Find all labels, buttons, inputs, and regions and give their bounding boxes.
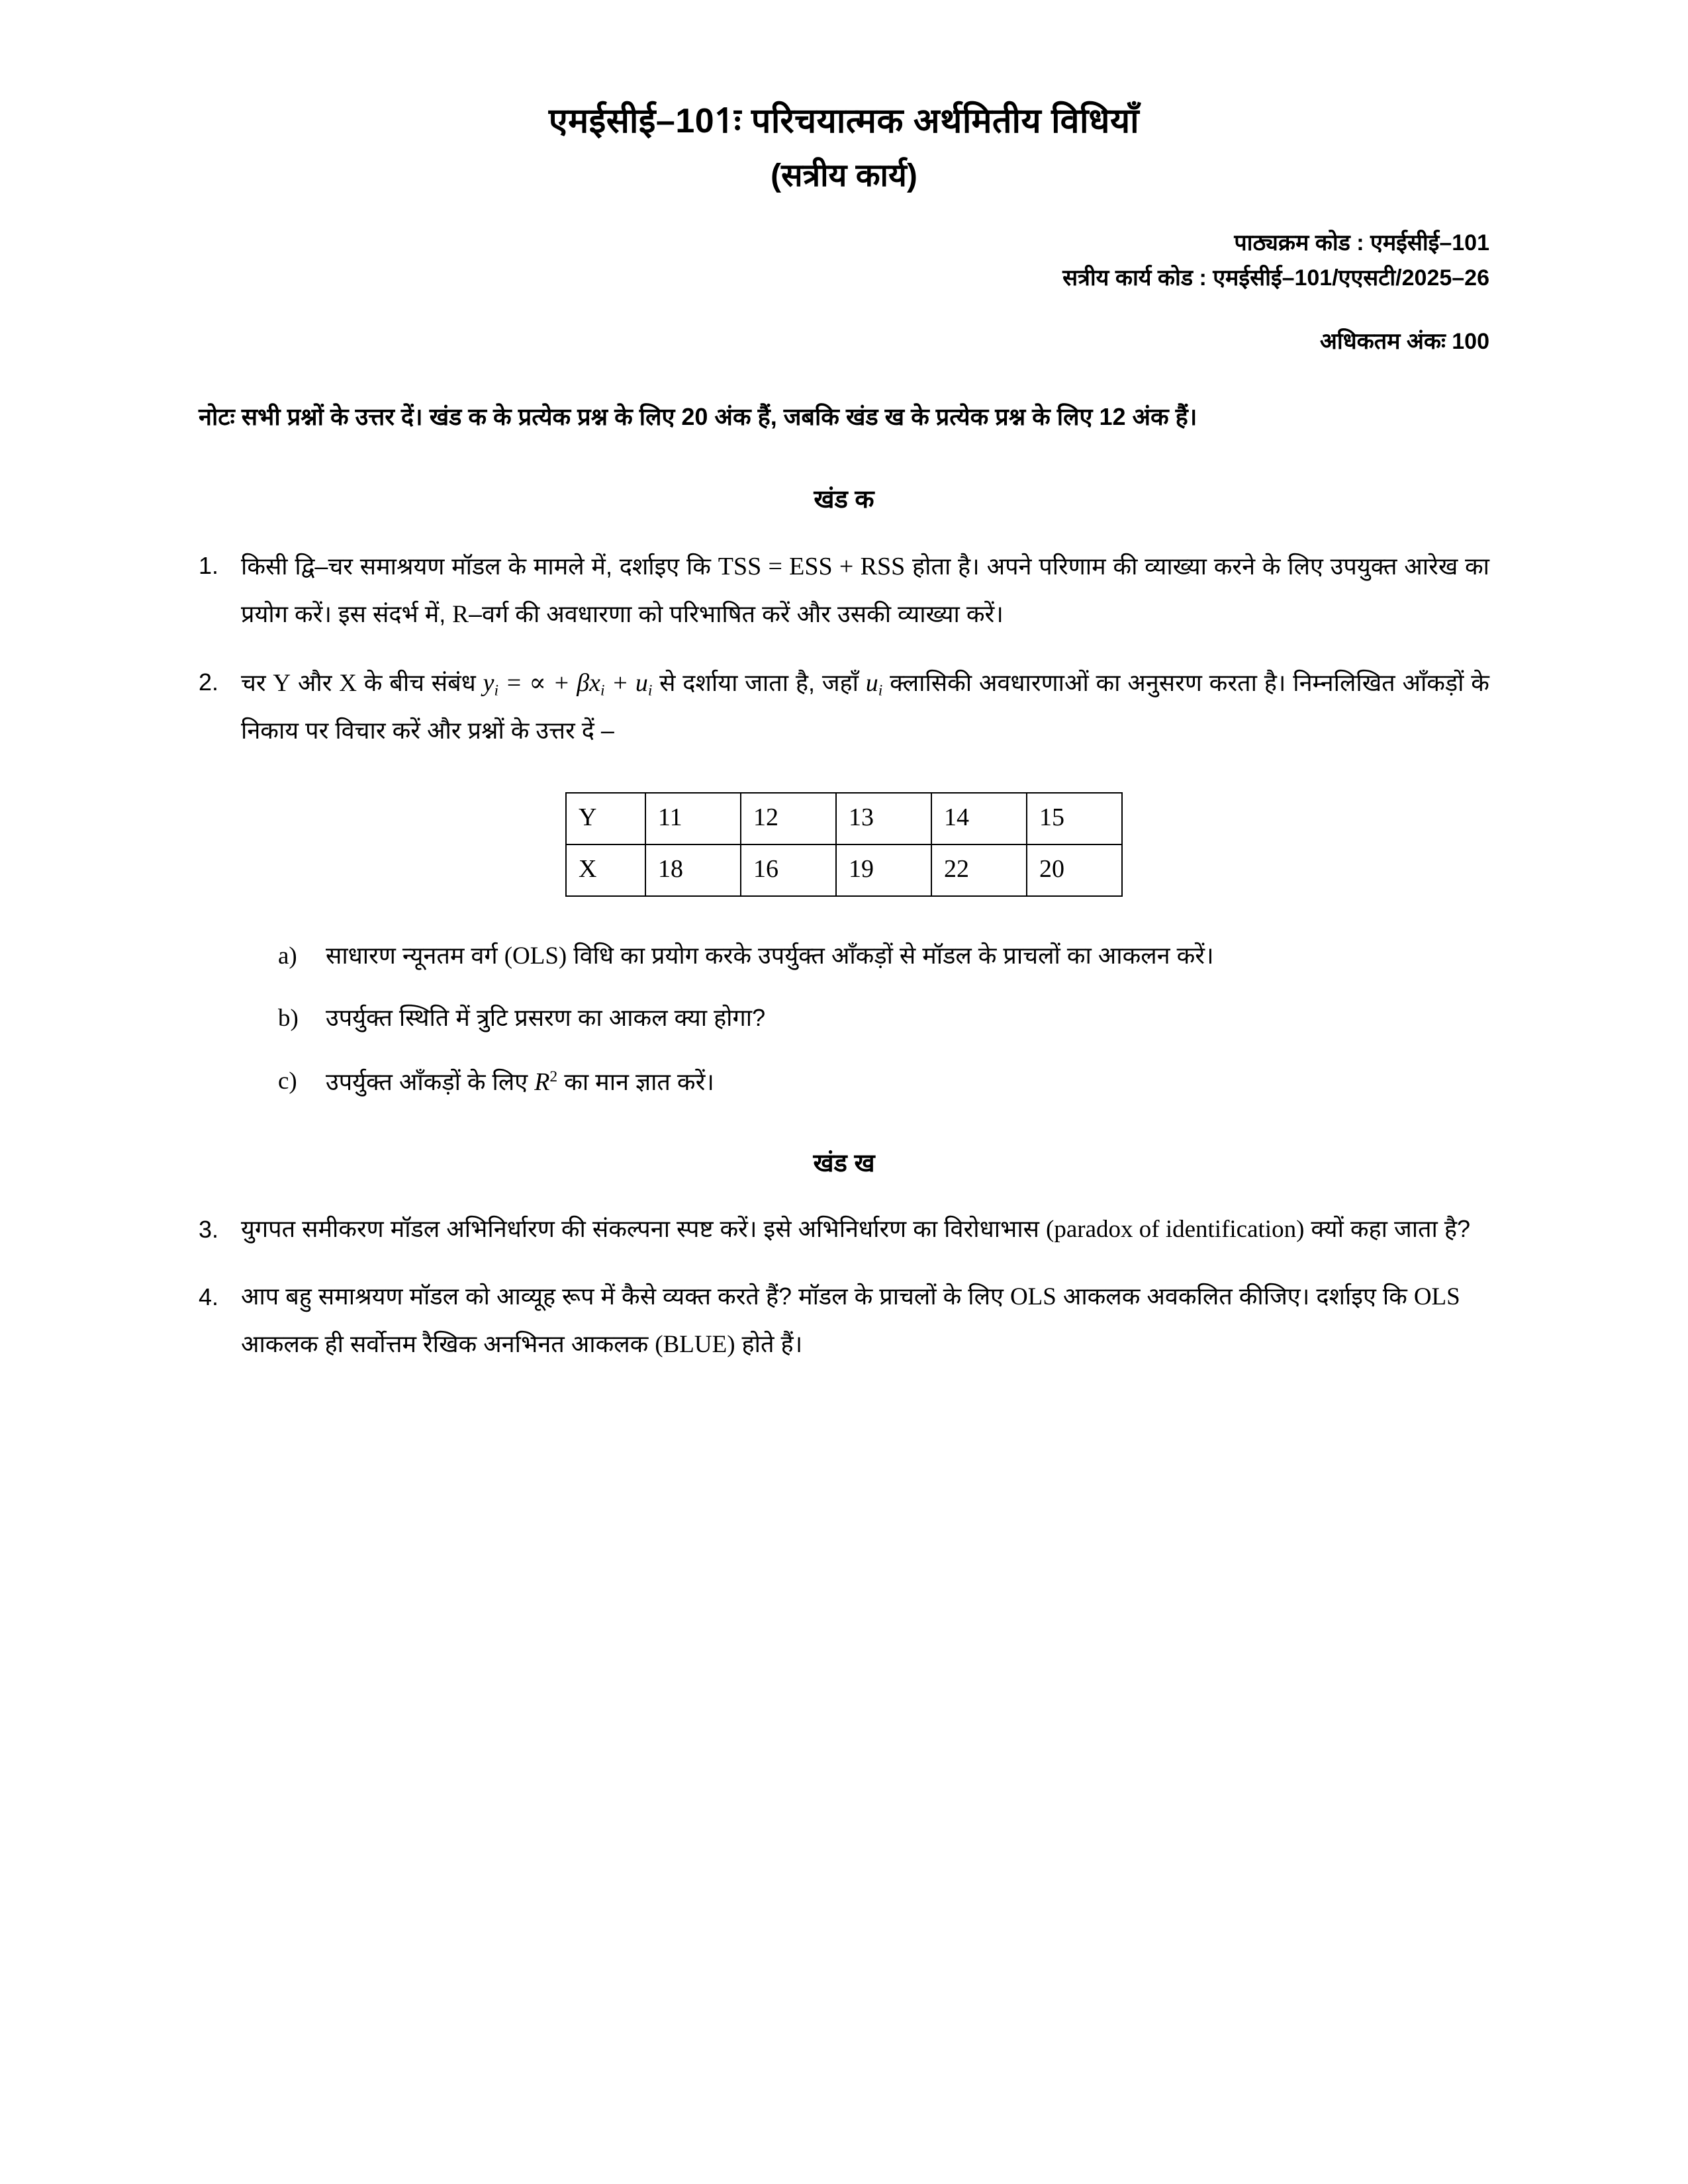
q1-text-part1: किसी द्वि–चर समाश्रयण मॉडल के मामले में, दर्शाइए कि — [241, 552, 718, 580]
table-cell-y-5: 15 — [1027, 793, 1122, 844]
q2-regression-equation — [483, 668, 653, 700]
sub-a-part1: साधारण न्यूनतम वर्ग — [326, 942, 504, 970]
observation-data-table — [565, 792, 1123, 897]
question-text-3 — [241, 1206, 1489, 1253]
question-number-1: 1. — [199, 551, 219, 579]
table-cell-x-1: 18 — [645, 844, 741, 896]
q4-blue-label: (BLUE) — [655, 1330, 735, 1358]
instructions-note: नोटः सभी प्रश्नों के उत्तर दें। खंड क के प्रत्येक प्रश्न के लिए 20 अंक हैं, जबकि खंड ख के प्रत्येक प्रश्न के लिए 12 अंक हैं। — [199, 402, 1197, 430]
sub-c-part1: उपर्युक्त आँकड़ों के लिए — [326, 1068, 535, 1095]
sub-c-part2: का मान ज्ञात करें। — [557, 1068, 714, 1095]
q4-text-part1: आप बहु समाश्रयण मॉडल को आव्यूह रूप में कैसे व्यक्त करते हैं? मॉडल के प्राचलों के लिए — [241, 1282, 1010, 1310]
question-number-2: 2. — [199, 668, 219, 696]
q2-symbol-u — [865, 668, 883, 700]
q4-ols-label-2: OLS — [1413, 1283, 1460, 1310]
sub-b-part1: उपर्युक्त स्थिति में त्रुटि प्रसरण का आकल क्या होगा? — [326, 1004, 766, 1032]
q2-eq-u-sub: i — [647, 682, 653, 700]
q2-text-part4: से दर्शाया जाता है, जहाँ — [652, 668, 866, 696]
table-cell-x-5: 20 — [1027, 844, 1122, 896]
sub-c-r-exponent: 2 — [549, 1068, 558, 1085]
q4-text-part2: आकलक अवकलित कीजिए। दर्शाइए कि — [1056, 1282, 1414, 1310]
sub-question-list — [278, 933, 1489, 1106]
sub-marker-a: a) — [278, 942, 297, 970]
q2-eq-op3: + — [604, 668, 635, 697]
question-text-4 — [241, 1273, 1489, 1369]
q4-text-part3: आकलक ही सर्वोत्तम रैखिक अनभिनत आकलक — [241, 1330, 655, 1357]
q1-text-part2: होता है। अपने परिणाम की व्याख्या करने के लिए उपयुक्त आरेख का प्रयोग करें। इस संदर्भ में, — [241, 552, 1490, 627]
question-item-1 — [199, 542, 1489, 639]
q2-text-part1: चर — [241, 668, 273, 696]
question-item-2 — [199, 659, 1489, 754]
table-cell-x-2: 16 — [741, 844, 836, 896]
sub-c-r-base: R — [534, 1068, 550, 1096]
q2-eq-x: x — [589, 668, 601, 697]
sub-question-b — [278, 995, 1489, 1042]
question-item-3 — [199, 1206, 1489, 1253]
data-table-wrapper — [199, 792, 1489, 897]
max-marks-line: अधिकतम अंकः 100 — [1319, 328, 1489, 354]
table-row — [566, 793, 1122, 844]
q2-eq-op1: = — [498, 668, 530, 697]
q2-eq-y: y — [483, 668, 494, 697]
q2-eq-beta: β — [577, 668, 590, 697]
q3-text-part1: युगपत समीकरण मॉडल अभिनिर्धारण की संकल्पना स्पष्ट करें। इसे अभिनिर्धारण का विरोधाभास — [241, 1214, 1047, 1242]
sub-marker-c: c) — [278, 1067, 297, 1095]
table-row — [566, 844, 1122, 896]
q2-text-part2: और — [291, 668, 340, 696]
q4-text-part4: होते हैं। — [735, 1330, 803, 1357]
question-number-3: 3. — [199, 1215, 219, 1243]
table-cell-x-3: 19 — [836, 844, 931, 896]
course-meta-block — [199, 226, 1489, 295]
question-text-1 — [241, 542, 1489, 639]
sub-question-c — [278, 1058, 1489, 1107]
sub-a-part2: विधि का प्रयोग करके उपर्युक्त आँकड़ों से मॉडल के प्राचलों का आकलन करें। — [567, 942, 1214, 970]
q2-eq-x-sub: i — [600, 682, 605, 700]
q1-formula-tss: TSS = ESS + RSS — [718, 552, 906, 580]
table-cell-x-4: 22 — [931, 844, 1027, 896]
table-cell-y-2: 12 — [741, 793, 836, 844]
sub-text-a — [326, 933, 1489, 980]
sub-a-ols-label: (OLS) — [504, 942, 567, 970]
section-a-question-list — [199, 542, 1489, 754]
assignment-code-line: सत्रीय कार्य कोड : एमईसीई–101/एएसटी/2025–26 — [1062, 265, 1489, 291]
q4-ols-label-1: OLS — [1009, 1283, 1056, 1310]
sub-question-a — [278, 933, 1489, 980]
q2-text-part3: के बीच संबंध — [357, 668, 483, 696]
question-number-4: 4. — [199, 1283, 219, 1310]
table-row-label-x: X — [566, 844, 645, 896]
sub-marker-b: b) — [278, 1005, 299, 1032]
page-title: एमईसीई–101ः परिचयात्मक अर्थमितीय विधियाँ — [548, 102, 1140, 140]
q2-symbol-u-sub: i — [878, 682, 883, 700]
q2-variable-y: Y — [273, 669, 291, 697]
q1-text-part3: –वर्ग की अवधारणा को परिभाषित करें और उसकी व्याख्या करें। — [468, 600, 1004, 627]
question-item-4 — [199, 1273, 1489, 1369]
table-cell-y-4: 14 — [931, 793, 1027, 844]
question-text-2 — [241, 659, 1489, 754]
q2-variable-x: X — [339, 669, 357, 697]
course-code-line: पाठ्यक्रम कोड : एमईसीई–101 — [1234, 230, 1489, 256]
q2-eq-u: u — [635, 668, 648, 697]
q2-symbol-u-base: u — [865, 668, 878, 697]
sub-c-r-squared — [534, 1068, 557, 1096]
sub-text-c — [326, 1058, 1489, 1107]
q3-text-part2: क्यों कहा जाता है? — [1304, 1214, 1470, 1242]
table-cell-y-3: 13 — [836, 793, 931, 844]
section-heading-a: खंड क — [814, 485, 874, 514]
table-cell-y-1: 11 — [645, 793, 741, 844]
table-row-label-y: Y — [566, 793, 645, 844]
q3-paradox-english-term: (paradox of identification) — [1046, 1215, 1305, 1243]
q2-text-part5: क्लासिकी अवधारणाओं का अनुसरण करता है। निम्नलिखित आँकड़ों के निकाय पर विचार करें और प्रश्नों के उत्तर दें – — [241, 668, 1489, 745]
q2-eq-op2: + — [546, 668, 577, 697]
q1-symbol-r: R — [452, 600, 469, 628]
section-b-question-list — [199, 1206, 1489, 1369]
sub-text-b — [326, 995, 1489, 1041]
section-heading-b: खंड ख — [813, 1149, 875, 1177]
q2-eq-y-sub: i — [494, 682, 499, 700]
q2-eq-alpha: ∝ — [529, 668, 546, 697]
page-subtitle: (सत्रीय कार्य) — [771, 158, 917, 194]
